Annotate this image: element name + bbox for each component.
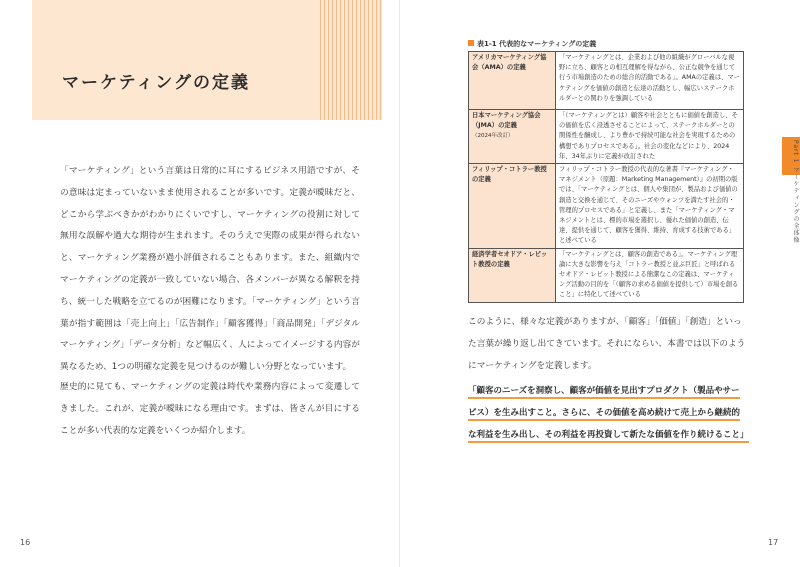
table-term-cell bbox=[469, 52, 556, 110]
body-paragraph-2: 歴史的に見ても、マーケティングの定義は時代や業務内容によって変遷してきました。これが、定義が曖昧になる理由です。まずは、皆さんが目にすることが多い代表的な定義をいくつか紹介します。 bbox=[60, 382, 360, 436]
table-row bbox=[469, 164, 744, 249]
title-band-stripes bbox=[320, 0, 382, 120]
table-definition-cell: 「マーケティングとは、顧客の創造である」。マーケティング理論に大きな影響を与え「コトラー教授と並ぶ巨匠」と呼ばれるセオドア・レビット教授による簡潔なこの定義は、マーケティング活動の目的を「（顧客の求める価値を提供して）市場を創ること」に特化して述べている bbox=[556, 248, 744, 302]
table-caption-text: 表1-1 代表的なマーケティングの定義 bbox=[477, 40, 597, 48]
table-row bbox=[469, 248, 744, 302]
page-number-right: 17 bbox=[768, 538, 779, 547]
highlight-text: 「顧客のニーズを洞察し、顧客が価値を見出すプロダクト（製品やサービス）を生み出すこと。さらに、その価値を高め続けて売上から継続的な利益を生み出し、その利益を再投資して新たな価値を作り続けること」 bbox=[468, 386, 749, 443]
definition-highlight bbox=[468, 380, 748, 446]
table-caption bbox=[468, 39, 596, 49]
table-definition-cell: フィリップ・コトラー教授の代表的な著書『マーケティング・マネジメント（原題：Marketing Management）』の初期の版では、「マーケティングとは、個人や集団が、製品および価値の創造と交換を通じて、そのニーズやウォンツを満たす社会的・管理的プロセスである」と定義し、また「マーケティング・マネジメントとは、標的市場を選択し、優れた価値の創造、伝達、提供を通じて、顧客を獲得、維持、育成する技術である」と述べている bbox=[556, 164, 744, 249]
table-definition-cell: 「マーケティングとは、企業および他の組織がグローバルな視野に立ち、顧客との相互理解を得ながら、公正な競争を通じて行う市場創造のための総合的活動である」。AMAの定義は、マーケティングを価値の創造と伝達の活動とし、幅広いステークホルダーとの関わりを強調している bbox=[556, 52, 744, 110]
term-text: アメリカマーケティング協会（AMA）の定義 bbox=[472, 54, 547, 72]
term-text: 日本マーケティング協会（JMA）の定義 bbox=[472, 112, 541, 130]
definitions-table bbox=[468, 51, 744, 303]
table-term-cell bbox=[469, 164, 556, 249]
caption-square-icon bbox=[468, 40, 474, 46]
table-row bbox=[469, 110, 744, 164]
right-page bbox=[400, 0, 800, 567]
term-note: （2024年改訂） bbox=[472, 133, 514, 140]
term-text: 経済学者セオドア・レビット教授の定義 bbox=[472, 250, 548, 268]
body-paragraph-3: このように、様々な定義がありますが、「顧客」「価値」「創造」といった言葉が繰り返し出てきています。それにならい、本書では以下のようにマーケティングを定義します。 bbox=[468, 317, 746, 371]
term-text: フィリップ・コトラー教授の定義 bbox=[472, 166, 547, 184]
page-number-left: 16 bbox=[20, 538, 31, 547]
page-title: マーケティングの定義 bbox=[62, 73, 250, 93]
table-term-cell bbox=[469, 248, 556, 302]
table-term-cell bbox=[469, 110, 556, 164]
table-row bbox=[469, 52, 744, 110]
body-paragraph-1: 「マーケティング」という言葉は日常的に耳にするビジネス用語ですが、その意味は定まっていないまま使用されることが多いです。定義が曖昧だと、どこから学ぶべきかがわかりにくいですし、マーケティングの役割に対して無用な誤解や過大な期待が生まれます。そのうえで実際の成果が得られないと、マーケティング業務が過小評価されることもあります。また、組織内でマーケティングの定義が一致していない場合、各メンバーが異なる解釈を持ち、統一した戦略を立てるのが困難になります。「マーケティング」という言葉が指す範囲は「売上向上」「広告制作」「顧客獲得」「商品開発」「デジタルマーケティング」「データ分析」など幅広く、人によってイメージする内容が異なるため、1つの明確な定義を見つけるのが難しい分野となっています。 bbox=[60, 166, 360, 373]
part-side-label: Part 1 マーケティングの全体像 bbox=[792, 140, 799, 244]
table-definition-cell: 「（マーケティングとは）顧客や社会とともに価値を創造し、その価値を広く浸透させることによって、ステークホルダーとの関係性を醸成し、より豊かで持続可能な社会を実現するための構想でありプロセスである」。社会の変化などにより、2024年、34年ぶりに定義が改訂された bbox=[556, 110, 744, 164]
